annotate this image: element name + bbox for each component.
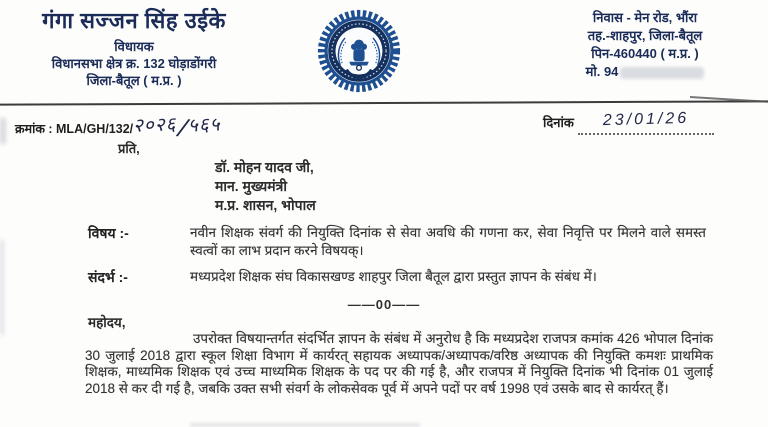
subject-text: नवीन शिक्षक संवर्ग की नियुक्ति दिनांक से सेवा अवधि की गणना कर, सेवा निवृत्ति पर मिलने वाले समस्त स्वत्वों का लाभ प्रदान करने विषयक्। [190,225,706,258]
sender-name: गंगा सज्जन सिंह उईके [42,8,226,33]
pin-line: पिन-460440 ( म.प्र. ) [591,46,699,61]
sender-title: विधायक [114,39,154,54]
scan-artifact [0,240,4,335]
recipient-block [215,158,316,215]
sender-district: जिला-बैतूल ( म.प्र. ) [86,73,182,88]
reference-text: मध्यप्रदेश शिक्षक संघ विकासखण्ड शाहपुर जिला बैतूल द्वारा प्रस्तुत ज्ञापन के संबंध में। [190,269,597,284]
serial-label: क्रमांक : MLA/GH/132/ [15,122,134,136]
date-line [578,109,714,135]
section-separator: ——00—— [347,297,421,312]
header-divider-rule [0,100,768,105]
reference-label: संदर्भ :- [88,269,128,285]
letter-body: उपरोक्त विषयान्तर्गत संदर्भित ज्ञापन के संबंध में अनुरोध है कि मध्यप्रदेश राजपत्र कमांक 426 भोपाल दिनांक 30 जुलाई 2018 द्वारा स्कूल शिक्षा विभाग में कार्यरत् सहायक अध्यापक/अध्यापक/वरिष्ठ अध्यापक की नियुक्ति कमशः प्राथमिक शिक्षक, माध्यमिक शिक्षक एवं उच्च माध्यमिक शिक्षक के पद पर की गई है, और राजपत्र में नियुक्ति दिनांक भी दिनांक 01 जुलाई 2018 से कर दी गई है, जबकि उक्त सभी संवर्ग के लोकसेवक पूर्व में अपने पदों पर वर्ष 1998 एवं उसके बाद से कार्यरत् हैं। [85,331,713,396]
mobile-prefix: मो. 94 [585,64,619,79]
letter-salutation: महोदय, [88,315,126,330]
residence-line: निवास - मेन रोड, भौंरा [592,10,698,25]
recipient-line: म.प्र. शासन, भोपाल [215,197,316,213]
mobile-line [528,63,762,81]
serial-number-row [15,112,221,144]
subject-label: विषय :- [88,225,129,241]
serial-handwritten-slash: / [175,112,189,144]
recipient-line: डॉ. मोहन यादव जी, [215,159,314,175]
sender-block [8,8,260,89]
serial-handwritten-number: ५६५ [187,114,221,137]
recipient-line: मान. मुख्यमंत्री [215,178,287,194]
date-handwritten: 23/01/26 [602,109,690,130]
scan-artifact [0,118,6,144]
recipient-salutation: प्रति, [118,141,140,156]
redacted-phone-number [620,67,704,79]
date-label: दिनांक [543,115,574,130]
state-emblem-icon [317,5,401,97]
date-row [543,109,714,135]
tehsil-line: तह.-शाहपुर, जिला-बैतूल [587,28,703,43]
serial-handwritten-year: २०२६ [132,114,177,137]
scan-artifact [190,423,420,427]
sender-constituency: विधानसभा क्षेत्र क्र. 132 घोड़ाडोंगरी [51,56,217,71]
contact-block [528,9,762,81]
